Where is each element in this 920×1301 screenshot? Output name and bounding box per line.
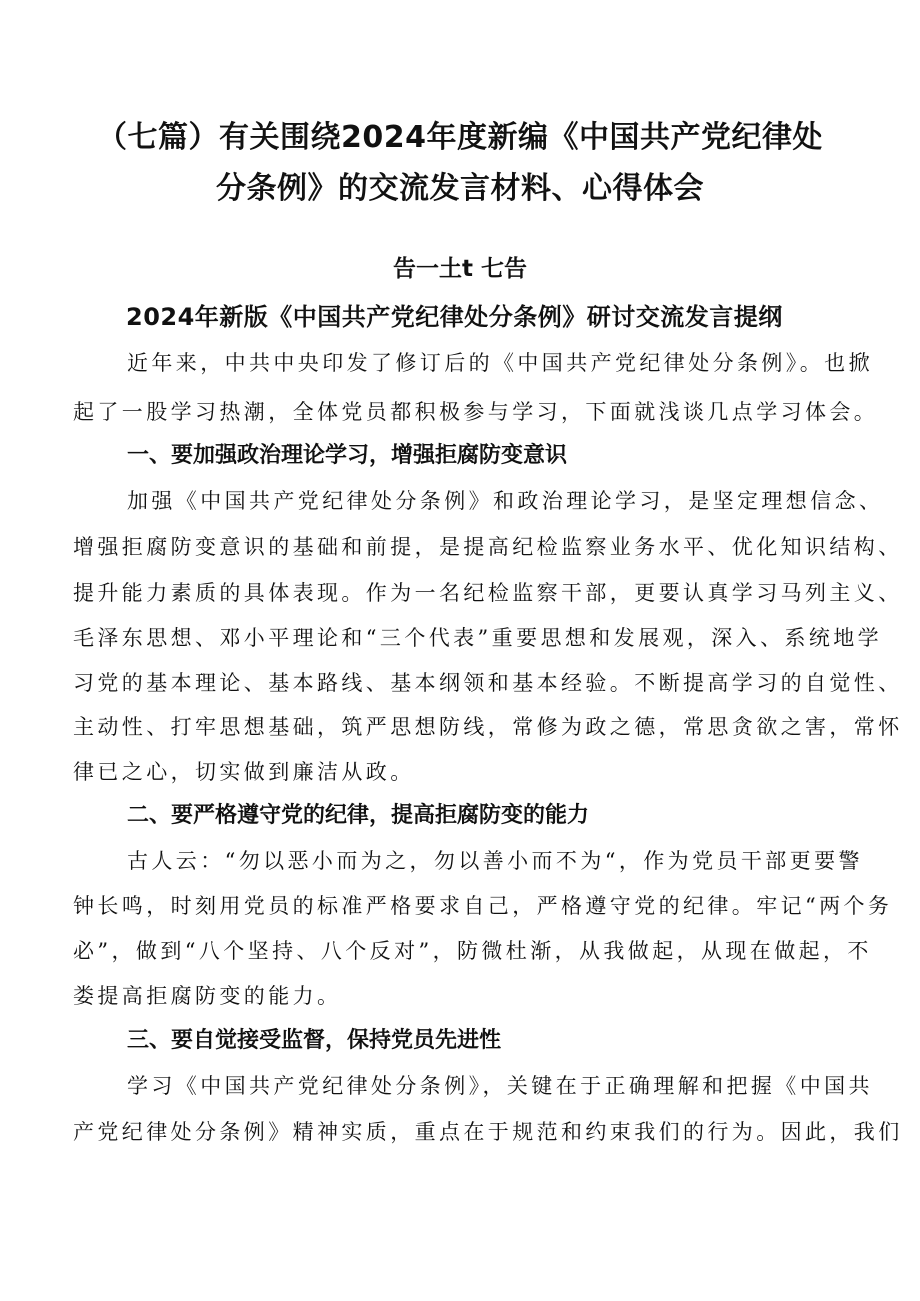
section-2-line: 古人云：“勿以恶小而为之，勿以善小而不为“，作为党员干部更要警 (127, 849, 863, 873)
section-1-line: 提升能力素质的具体表现。作为一名纪检监察干部，更要认真学习马列主义、 (73, 581, 903, 605)
intro-line: 起了一股学习热潮，全体党员都积极参与学习，下面就浅谈几点学习体会。 (73, 400, 879, 424)
section-label: 告一土t 七告 (392, 256, 527, 282)
section-1-line: 习党的基本理论、基本路线、基本纲领和基本经验。不断提高学习的自觉性、 (73, 671, 903, 695)
section-heading-3: 三、要自觉接受监督，保持党员先进性 (127, 1028, 502, 1053)
article-subtitle: 2024年新版《中国共产党纪律处分条例》研讨交流发言提纲 (126, 303, 783, 331)
section-3-line: 产党纪律处分条例》精神实质，重点在于规范和约束我们的行为。因此，我们 (73, 1120, 903, 1144)
section-2-line: 必”，做到“八个坚持、八个反对”，防微杜渐，从我做起，从现在做起，不 (73, 939, 872, 963)
section-2-line: 钟长鸣，时刻用党员的标准严格要求自己，严格遵守党的纪律。牢记“两个务 (73, 894, 893, 918)
section-2-line: 娄提高拒腐防变的能力。 (73, 984, 342, 1008)
section-heading-2: 二、要严格遵守党的纪律，提高拒腐防变的能力 (127, 803, 590, 828)
intro-line: 近年来，中共中央印发了修订后的《中国共产党纪律处分条例》。也掀 (127, 351, 873, 375)
section-1-line: 毛泽东思想、邓小平理论和“三个代表”重要思想和发展观，深入、系统地学 (73, 626, 883, 650)
document-title-line-2: 分条例》的交流发言材料、心得体会 (216, 171, 704, 206)
section-3-line: 学习《中国共产党纪律处分条例》，关键在于正确理解和把握《中国共 (127, 1074, 873, 1098)
section-1-line: 律已之心，切实做到廉洁从政。 (73, 760, 415, 784)
section-1-line: 加强《中国共产党纪律处分条例》和政治理论学习，是坚定理想信念、 (127, 489, 884, 513)
section-1-line: 主动性、打牢思想基础，筑严思想防线，常修为政之德，常思贪欲之害，常怀 (73, 715, 903, 739)
section-heading-1: 一、要加强政治理论学习，增强拒腐防变意识 (127, 443, 568, 468)
section-1-line: 增强拒腐防变意识的基础和前提，是提高纪检监察业务水平、优化知识结构、 (73, 535, 903, 559)
document-title-line-1: （七篇）有关围绕2024年度新编《中国共产党纪律处 (97, 120, 823, 155)
